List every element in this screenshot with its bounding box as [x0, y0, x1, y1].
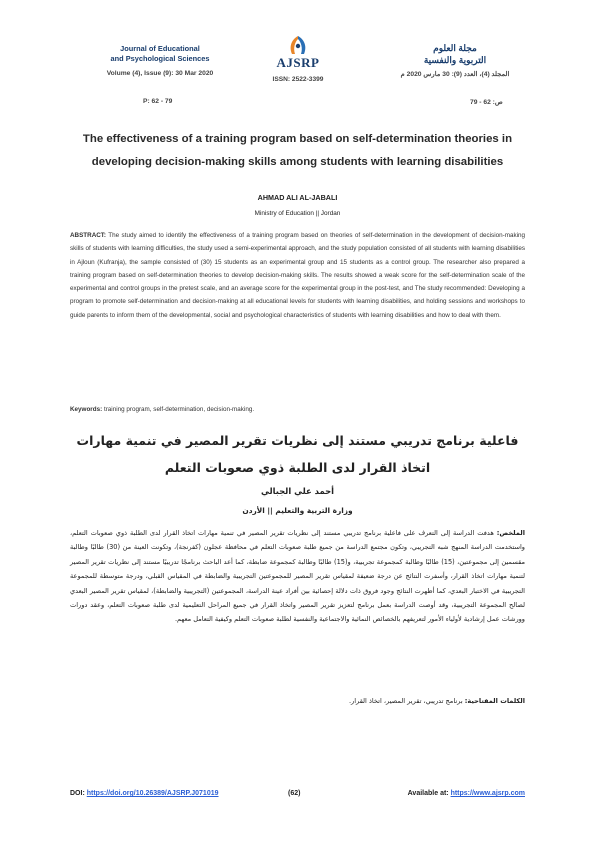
keywords-text-ar: برنامج تدريبي، تقرير المصير، اتخاذ القرار.: [348, 697, 465, 705]
journal-name-en-line2: and Psychological Sciences: [110, 54, 210, 63]
volume-issue-en: Volume (4), Issue (9): 30 Mar 2020: [106, 70, 214, 77]
abstract-en: [70, 229, 525, 322]
availability: [408, 790, 525, 797]
abstract-label-ar: الملخص:: [496, 529, 525, 537]
paper-title-ar: فاعلية برنامج تدريبي مستند إلى نظريات تقرير المصير في تنمية مهارات اتخاذ القرار لدى الطلبة ذوي صعوبات التعلم: [76, 433, 519, 475]
journal-name-en-line1: Journal of Educational: [120, 44, 200, 53]
issn: ISSN: 2522-3399: [272, 76, 324, 83]
keywords-label-en: Keywords:: [70, 406, 103, 413]
keywords-ar: [70, 695, 525, 707]
website-link[interactable]: https://www.ajsrp.com: [450, 790, 525, 797]
doi-link[interactable]: https://doi.org/10.26389/AJSRP.J071019: [86, 790, 219, 797]
journal-name-ar-line2: التربوية والنفسية: [423, 55, 487, 65]
logo-text: AJSRP: [276, 55, 320, 70]
abstract-text-en: The study aimed to identify the effectiveness of a training program based on theories of self-determination in the development of decision-making skills of students with learning difficulties, the study used a semi-experimental approach, and the study population consisted of all students with learning disabilities in Ajloun (Kufranja), the sample consisted of (30) 15 students as an experimental group and 15 students as a control group. The researcher also prepared a training program based on self-determination theories to develop decision-making skills. The results showed a weak score for the self-determination scale of the experimental and control groups in the pretest scale, and an average score for the experimental group in the post-test, and The study recommended: Developing a program to promote self-determination and decision-making at all educational levels for students with learning disabilities, and holding sessions and workshops to guide parents to inform them of the developmental, social and psychological characteristics of students with learning disabilities and how to deal with them.: [70, 232, 525, 319]
abstract-ar: [70, 526, 525, 627]
author-affiliation-en: Ministry of Education || Jordan: [254, 210, 341, 217]
author-affiliation-ar: وزارة التربية والتعليم || الأردن: [242, 506, 353, 515]
doi: [70, 790, 219, 797]
author-name-ar: أحمد علي الجبالي: [260, 486, 335, 496]
author-name-en: AHMAD ALI AL-JABALI: [257, 193, 338, 202]
paper-title-en: The effectiveness of a training program based on self-determination theories in developing decision-making skills among students with learning disabilities: [82, 133, 513, 168]
journal-name-ar-line1: مجلة العلوم: [433, 43, 477, 53]
pages-ar: ص: 62 - 79: [469, 99, 503, 106]
doi-label: DOI:: [70, 790, 85, 797]
pages-en: P: 62 - 79: [143, 98, 173, 105]
keywords-label-ar: الكلمات المفتاحية:: [464, 697, 525, 705]
abstract-label-en: ABSTRACT:: [70, 232, 107, 239]
page-number: (62): [288, 790, 301, 797]
journal-header-en: [60, 44, 260, 79]
available-label: Available at:: [407, 790, 449, 797]
abstract-text-ar: هدفت الدراسة إلى التعرف على فاعلية برنامج تدريبي مستند إلى نظريات تقرير المصير في تنمية مهارات اتخاذ القرار لدى الطلبة ذوي صعوبات التعلم، واستخدمت الدراسة المنهج شبه التجريبي، وتكون مجتمع الدراسة من جميع طلبة صعوبات التعلم في محافظة عجلون (كفرنجة)، وتكونت العينة من (30) طالبًا وطالبة مقسمين إلى مجموعتين، (15) طالبًا وطالبة كمجموعة تجريبية، و(15) طالبًا وطالبة كمجموعة ضابطة، كما أعد الباحث برنامجًا تدريبيًا مستند إلى نظريات تقرير المصير لتنمية مهارات اتخاذ القرار، وأسفرت النتائج عن درجة ضعيفة لمقياس تقرير المصير للمجموعتين التجريبية والضابطة في المقياس القبلي، ودرجة متوسطة للمجموعة التجريبية في الاختبار البعدي، كما أظهرت النتائج وجود فروق ذات دلالة إحصائية بين أفراد عينة الدراسة، المجموعتين (التجريبية والضابطة)، لمقياس تقرير المصير البعدي لصالح المجموعة التجريبية، وقد أوصت الدراسة بعمل برنامج لتعزيز تقرير المصير واتخاذ القرار في جميع المراحل التعليمية لدى طلبة صعوبات التعلم، وعقد دورات وورشات عمل إرشادية لأولياء الأمور لتعريفهم بالخصائص النمائية والاجتماعية والنفسية لطلبة صعوبات التعلم وكيفية التعامل معهم.: [70, 529, 525, 624]
logo-mark-icon: [283, 34, 313, 56]
volume-issue-ar: المجلد (4)، العدد (9): 30 مارس 2020 م: [400, 71, 510, 78]
publisher-logo: [262, 34, 334, 83]
journal-header-ar: [375, 42, 535, 80]
keywords-en: [70, 405, 525, 415]
keywords-text-en: training program, self-determination, decision-making.: [102, 406, 255, 413]
